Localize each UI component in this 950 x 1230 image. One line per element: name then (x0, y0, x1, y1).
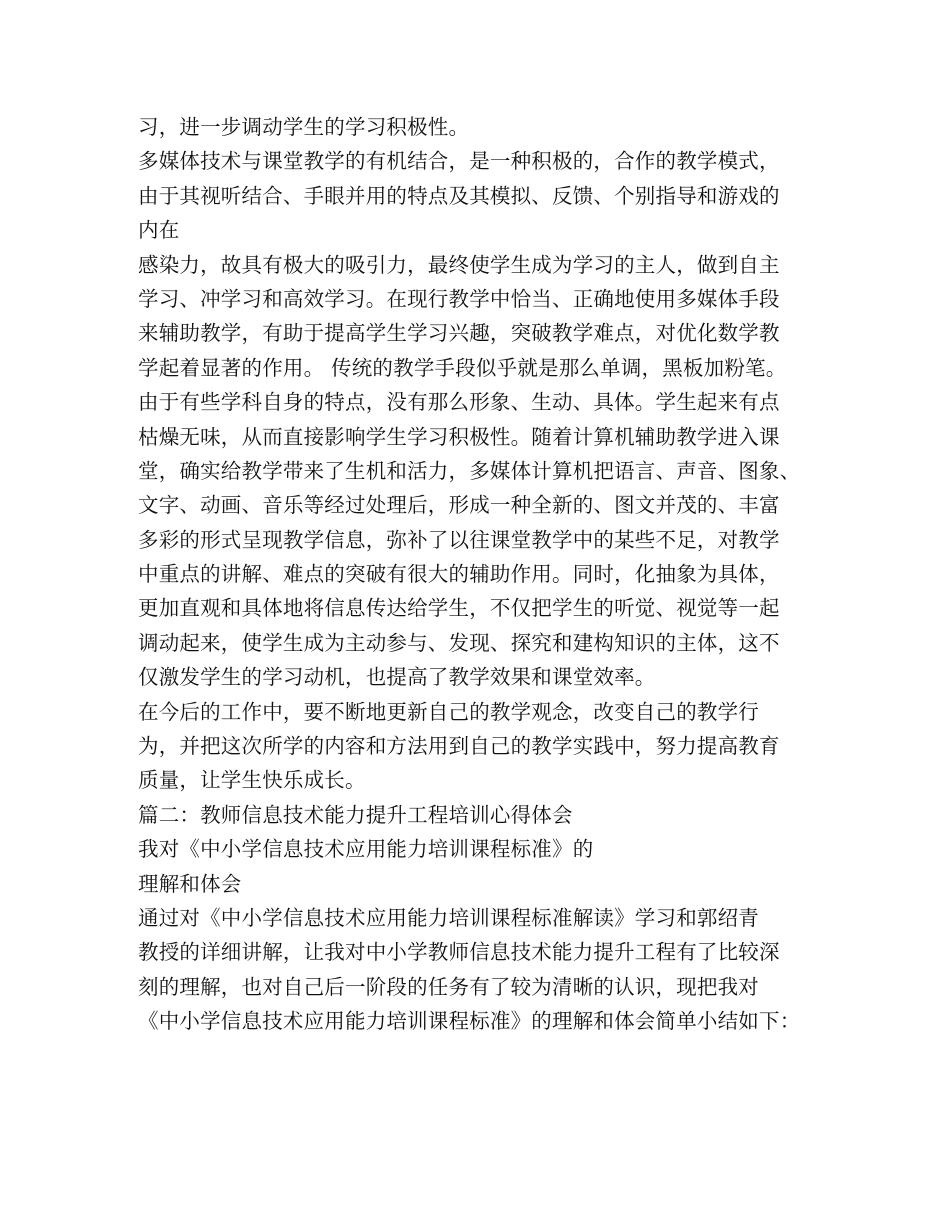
text-line: 多媒体技术与课堂教学的有机结合，是一种积极的，合作的教学模式， (138, 149, 780, 174)
text-line: 仅激发学生的学习动机，也提高了教学效果和课堂效率。 (138, 665, 656, 690)
text-line: 调动起来，使学生成为主动参与、发现、探究和建构知识的主体，这不 (138, 630, 780, 655)
text-line: 理解和体会 (138, 871, 242, 896)
text-line: 中重点的讲解、难点的突破有很大的辅助作用。同时，化抽象为具体， (138, 562, 780, 587)
text-line: 由于其视听结合、手眼并用的特点及其模拟、反馈、个别指导和游戏的 (138, 183, 780, 208)
text-line: 感染力，故具有极大的吸引力，最终使学生成为学习的主人，做到自主 (138, 252, 780, 277)
text-line: 为，并把这次所学的内容和方法用到自己的教学实践中，努力提高教育 (138, 734, 780, 759)
text-line: 刻的理解，也对自己后一阶段的任务有了较为清晰的认识，现把我对 (138, 974, 759, 999)
text-line: 内在 (138, 218, 180, 243)
text-line: 学起着显著的作用。 传统的教学手段似乎就是那么单调，黑板加粉笔。 (138, 355, 787, 380)
text-line: 教授的详细讲解，让我对中小学教师信息技术能力提升工程有了比较深 (138, 940, 780, 965)
text-line: 更加直观和具体地将信息传达给学生，不仅把学生的听觉、视觉等一起 (138, 596, 780, 621)
text-line: 我对《中小学信息技术应用能力培训课程标准》的 (138, 837, 594, 862)
document-body (138, 110, 838, 1039)
text-line: 习，进一步调动学生的学习积极性。 (138, 115, 470, 139)
text-line: 通过对《中小学信息技术应用能力培训课程标准解读》学习和郭绍青 (138, 905, 759, 930)
text-line: 由于有些学科自身的特点，没有那么形象、生动、具体。学生起来有点 (138, 390, 780, 415)
text-line: 多彩的形式呈现教学信息，弥补了以往课堂教学中的某些不足，对教学 (138, 527, 780, 552)
text-line: 堂，确实给教学带来了生机和活力，多媒体计算机把语言、声音、图象、 (138, 458, 801, 483)
section-heading: 篇二：教师信息技术能力提升工程培训心得体会 (138, 802, 573, 827)
text-line: 《中小学信息技术应用能力培训课程标准》的理解和体会简单小结如下： (138, 1009, 801, 1034)
text-line: 学习、冲学习和高效学习。在现行教学中恰当、正确地使用多媒体手段 (138, 286, 780, 311)
text-line: 质量，让学生快乐成长。 (138, 768, 366, 793)
text-line: 在今后的工作中，要不断地更新自己的教学观念，改变自己的教学行 (138, 699, 759, 724)
text-line: 文字、动画、音乐等经过处理后，形成一种全新的、图文并茂的、丰富 (138, 493, 780, 518)
text-line: 枯燥无味，从而直接影响学生学习积极性。随着计算机辅助教学进入课 (138, 424, 780, 449)
text-line: 来辅助教学，有助于提高学生学习兴趣，突破教学难点，对优化数学教 (138, 321, 780, 346)
